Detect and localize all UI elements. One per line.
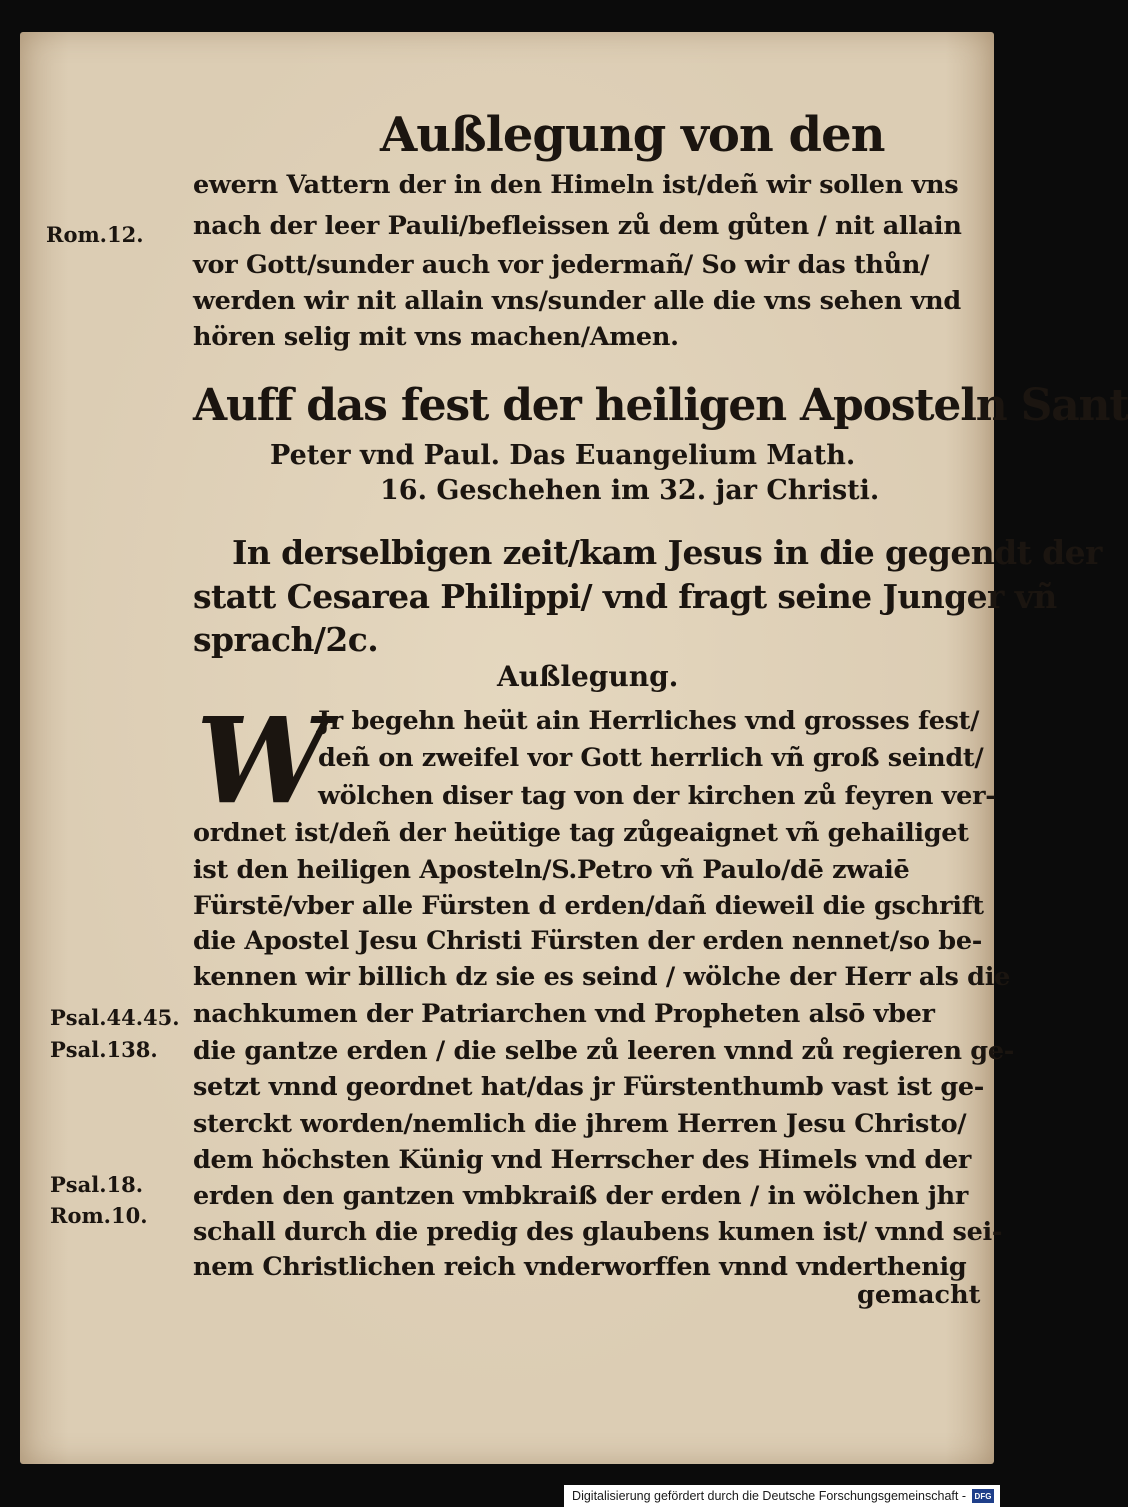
text-line: kennen wir billich dz sie es seind / wölche der Herr als die [193, 962, 1011, 992]
text-line: wölchen diser tag von der kirchen zů feyren ver- [318, 781, 996, 811]
feast-subheading: 16. Geschehen im 32. jar Christi. [380, 475, 880, 506]
gospel-text-line: In derselbigen zeit/kam Jesus in die gegendt der [232, 533, 1102, 572]
gospel-text-line: statt Cesarea Philippi/ vnd fragt seine Junger vñ [193, 577, 1057, 616]
catchword: gemacht [857, 1280, 981, 1310]
text-line: sterckt worden/nemlich die jhrem Herren Jesu Christo/ [193, 1109, 967, 1139]
text-line: ewern Vattern der in den Himeln ist/deñ wir sollen vns [193, 170, 959, 200]
text-line: ist den heiligen Aposteln/S.Petro vñ Paulo/dē zwaiē [193, 855, 910, 885]
text-line: schall durch die predig des glaubens kumen ist/ vnnd sei- [193, 1217, 1003, 1247]
margin-note-psal138: Psal.138. [50, 1037, 158, 1062]
feast-subheading: Peter vnd Paul. Das Euangelium Math. [270, 440, 856, 471]
text-line: dem höchsten Künig vnd Herrscher des Himels vnd der [193, 1145, 972, 1175]
text-line: die gantze erden / die selbe zů leeren vnnd zů regieren ge- [193, 1036, 1015, 1066]
funding-footer [564, 1485, 1000, 1507]
dfg-logo-icon: DFG [972, 1489, 994, 1503]
text-line: deñ on zweifel vor Gott herrlich vñ groß seindt/ [318, 743, 984, 773]
text-line: nach der leer Pauli/befleissen zů dem gůten / nit allain [193, 211, 962, 241]
funding-text: Digitalisierung gefördert durch die Deutsche Forschungsgemeinschaft - [572, 1489, 966, 1503]
text-line: erden den gantzen vmbkraiß der erden / in wölchen jhr [193, 1181, 969, 1211]
text-line: nachkumen der Patriarchen vnd Propheten alsō vber [193, 999, 935, 1029]
section-title: Außlegung. [497, 660, 679, 693]
text-line: ordnet ist/deñ der heütige tag zůgeaignet vñ gehailiget [193, 818, 969, 848]
text-line: werden wir nit allain vns/sunder alle die vns sehen vnd [193, 286, 961, 316]
running-head: Außlegung von den [380, 107, 885, 163]
margin-note-rom12: Rom.12. [46, 222, 144, 247]
margin-note-rom10: Rom.10. [50, 1203, 148, 1228]
text-line: setzt vnnd geordnet hat/das jr Fürstenthumb vast ist ge- [193, 1072, 985, 1102]
text-line: nem Christlichen reich vnderworffen vnnd vnderthenig [193, 1252, 967, 1282]
decorated-initial: W [196, 691, 329, 830]
text-line: Fürstē/vber alle Fürsten d erden/dañ dieweil die gschrift [193, 891, 984, 921]
text-line: vor Gott/sunder auch vor jedermañ/ So wir das thůn/ [193, 250, 930, 280]
text-line: Jr begehn heüt ain Herrliches vnd grosses fest/ [318, 706, 980, 736]
gospel-text-line: sprach/2c. [193, 620, 379, 659]
text-line: hören selig mit vns machen/Amen. [193, 322, 679, 352]
margin-note-psal18: Psal.18. [50, 1172, 144, 1197]
margin-note-psal44: Psal.44.45. [50, 1005, 180, 1030]
feast-heading: Auff das fest der heiligen Aposteln Sant [193, 380, 1128, 431]
text-line: die Apostel Jesu Christi Fürsten der erden nennet/so be- [193, 926, 983, 956]
